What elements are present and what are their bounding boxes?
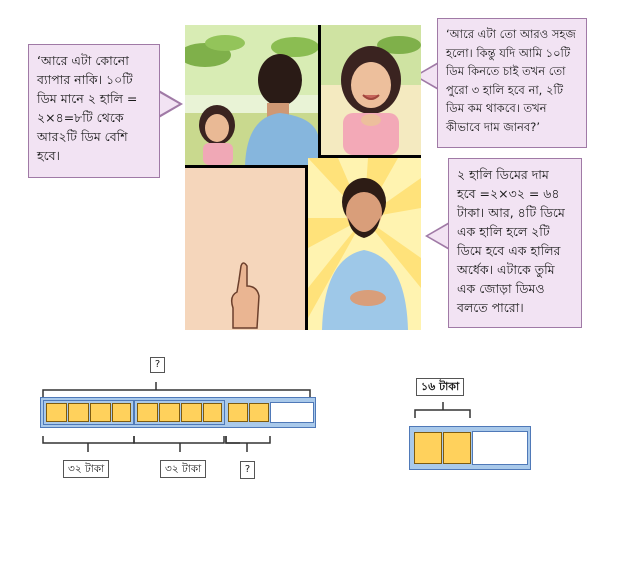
bubble-line: এক জোড়া ডিমও [457,281,545,296]
comic-panel-4 [308,158,421,330]
bubble-line: ডিম মানে ২ হালি = [37,91,138,106]
egg-cell [249,403,269,422]
egg-cell [203,403,222,422]
egg-cell [68,403,89,422]
speech-bubble-girl-2 [437,18,587,148]
panel-1-illustration [185,25,318,165]
bubble-tail-inner [428,224,449,248]
price-label-2: ৩২ টাকা [160,460,206,478]
bubble-line: ডিম কিনতে চাই তখন তো [446,64,566,78]
bubble-line: পুরো ৩ হালি হবে না, ২টি [446,82,564,97]
bottom-braces [40,432,240,462]
comic-panel-1 [185,25,318,165]
panel-4-illustration [308,158,421,330]
pair-question-box: ? [240,461,255,479]
panel-2-illustration [321,25,421,155]
egg-cell [90,403,111,422]
egg-cell [228,403,248,422]
bubble-line: টাকা। আর, ৪টি ডিমে [457,205,565,220]
egg-cell [159,403,180,422]
bubble-line: আর২টি ডিম বেশি [37,129,128,144]
egg-cell [46,403,67,422]
bubble-line: অর্ধেক। এটাকে তুমি [457,262,555,277]
bubble-line: ডিম কম থাকবে। তখন [446,101,547,115]
comic-strip [185,25,421,330]
comic-panel-2 [321,25,421,155]
bubble-tail-inner [158,92,179,116]
egg-cell [112,403,131,422]
egg-cell [443,432,471,464]
bubble-line: কীভাবে দাম জানব?’ [446,119,540,134]
bubble-line: হবে =২×৩২ = ৬৪ [457,186,560,201]
price-label-1: ৩২ টাকা [63,460,109,478]
bubble-line: ডিমে হবে এক হালির [457,243,561,258]
empty-bar-section [270,402,314,423]
bubble-line: বলতে পারো। [457,300,524,315]
total-question-box: ? [150,357,165,373]
bubble-line: এক হালি হলে ২টি [457,224,550,239]
comic-panel-3 [185,168,305,330]
egg-cell [137,403,158,422]
bubble-line: ‘আরে এটা কোনো [37,53,129,68]
bubble-line: হবে। [37,148,61,163]
speech-bubble-father [448,158,582,328]
bubble-line: ‘আরে এটা তো আরও সহজ [446,27,576,41]
panel-3-illustration [185,168,305,330]
bubble-line: ২ হালি ডিমের দাম [457,167,549,182]
egg-cell [414,432,442,464]
bubble-line: ব্যাপার নাকি। ১০টি [37,72,133,87]
bubble-line: হলো। কিন্তু যদি আমি ১০টি [446,45,571,60]
speech-bubble-girl-1 [28,44,160,178]
empty-bar-section [472,431,528,465]
bubble-line: ২×৪=৮টি থেকে [37,110,124,125]
pair-price-label: ১৬ টাকা [416,378,464,396]
egg-cell [181,403,202,422]
bottom-brace-3 [220,432,280,462]
pair-brace [410,396,480,422]
